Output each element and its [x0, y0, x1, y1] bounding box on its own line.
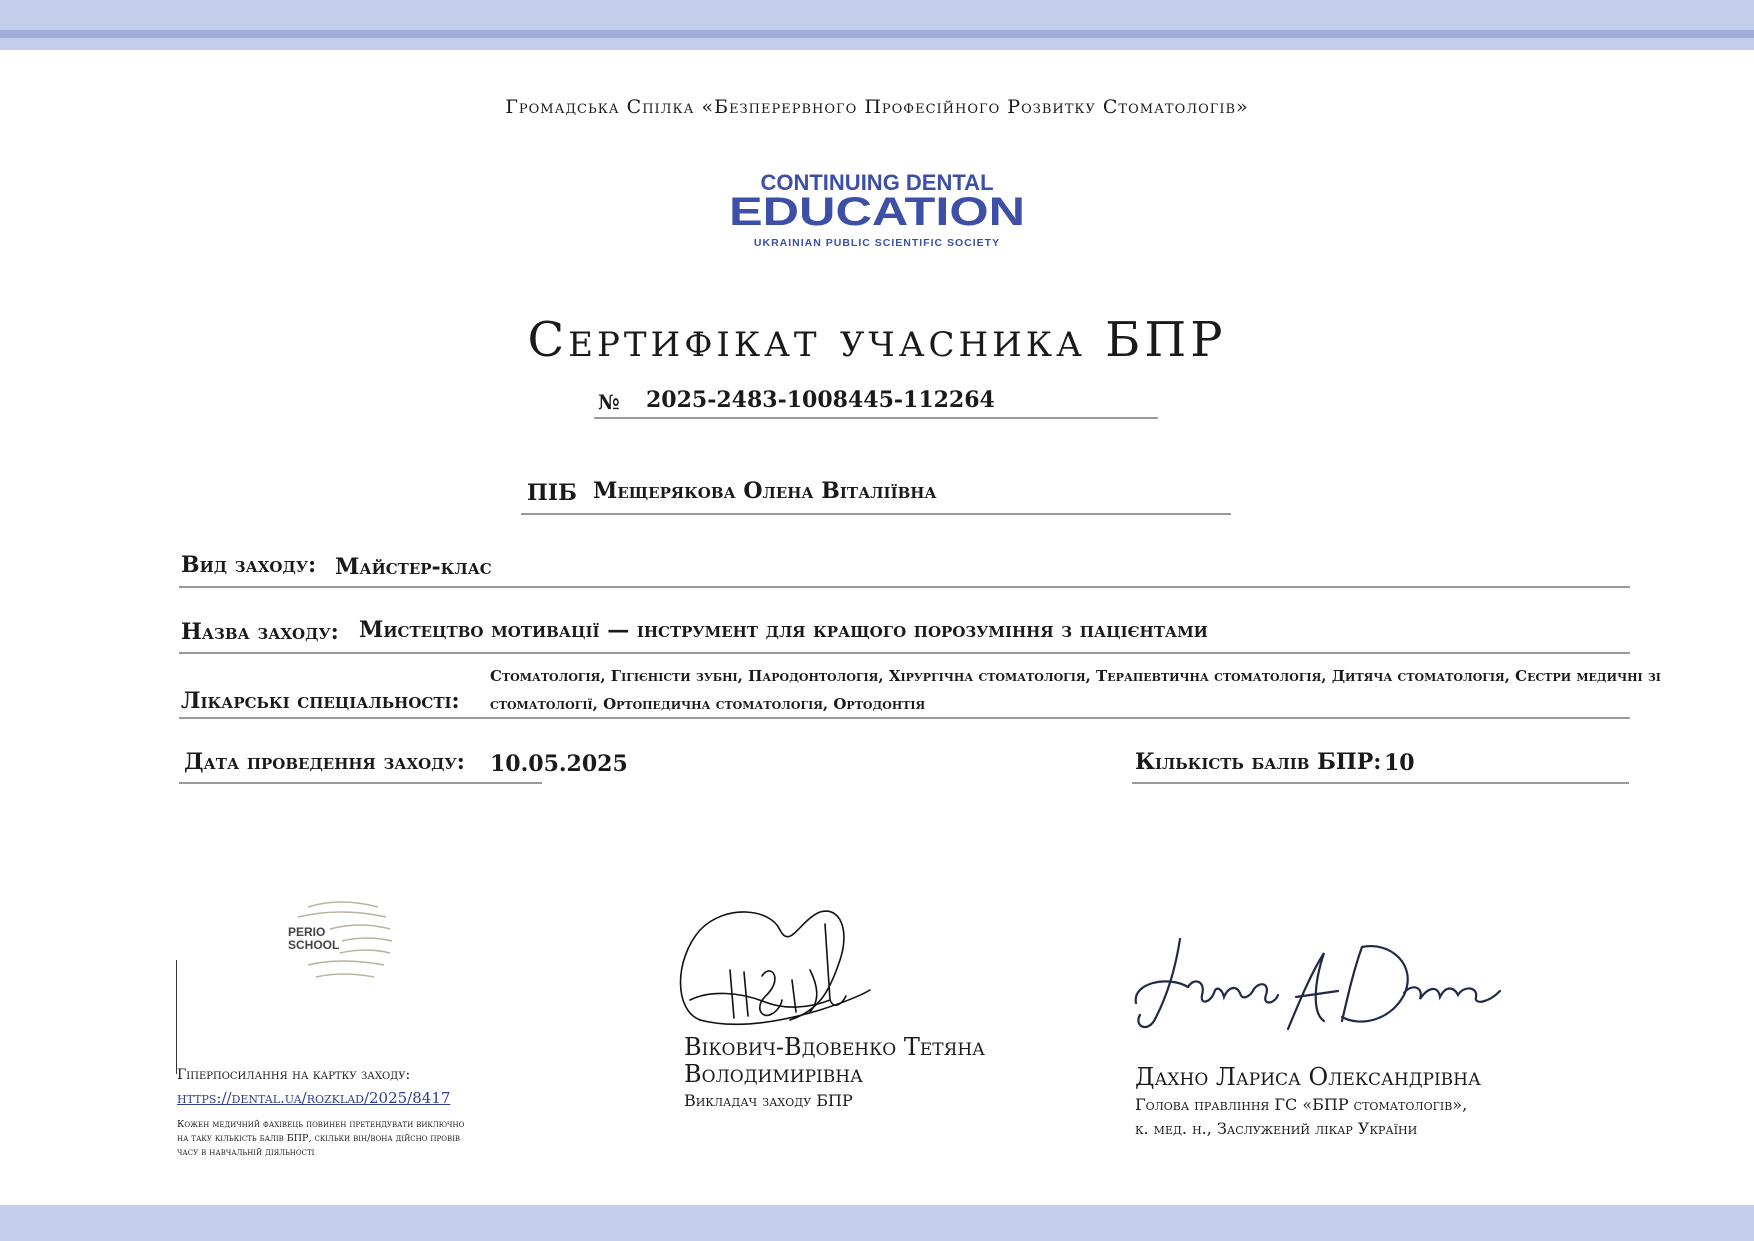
note-line2: на таку кількість балів БПР, скільки він/вона дійсно провів	[177, 1133, 461, 1144]
top-band	[0, 0, 1754, 50]
signature-2	[1128, 925, 1508, 1035]
specialties-label: Лікарські спеціальності:	[181, 688, 460, 714]
certificate-title: Сертифікат учасника БПР	[527, 312, 1227, 368]
specialties-underline	[179, 717, 1630, 719]
organization-name: Громадська Спілка «Безперервного Професійного Розвитку Стоматологів»	[505, 96, 1249, 118]
cde-logo	[727, 160, 1027, 260]
disclaimer-note	[177, 1118, 464, 1160]
note-line3: часу в навчальній діяльності	[177, 1147, 315, 1158]
specialties-line1: Стоматологія, Гігієністи зубні, Пародонтологія, Хірургічна стоматологія, Терапевтична стоматологія, Дитяча стоматологія, Сестри медичні зі	[490, 667, 1661, 685]
points-underline	[1132, 782, 1629, 784]
name-label: ПІБ	[527, 480, 577, 506]
perio-logo-line1: PERIO	[288, 925, 326, 939]
perio-logo-line2: SCHOOL	[288, 938, 340, 952]
name-underline	[521, 513, 1231, 515]
event-date: 10.05.2025	[490, 751, 628, 777]
logo-line3: UKRAINIAN PUBLIC SCIENTIFIC SOCIETY	[753, 237, 1001, 249]
signer1-role: Викладач заходу БПР	[684, 1091, 853, 1110]
top-band-stripe	[0, 30, 1754, 38]
number-underline	[594, 417, 1158, 419]
certificate-number: 2025-2483-1008445-112264	[646, 387, 995, 413]
logo-line2: EDUCATION	[729, 190, 1025, 234]
footer-divider	[176, 960, 177, 1074]
signature-1	[670, 900, 880, 1035]
signer2-name: Дахно Лариса Олександрівна	[1135, 1063, 1481, 1091]
signer2-role	[1135, 1093, 1467, 1141]
event-name-label: Назва заходу:	[181, 619, 339, 645]
perio-school-logo	[280, 895, 400, 995]
points-value: 10	[1384, 750, 1415, 776]
bottom-band	[0, 1205, 1754, 1241]
logo-line1: CONTINUING DENTAL	[760, 170, 994, 195]
signer1-name-line1: Вікович-Вдовенко Тетяна	[684, 1033, 986, 1061]
link-label: Гіперпосилання на картку заходу:	[177, 1067, 411, 1083]
event-type-underline	[179, 586, 1630, 588]
points-label: Кількість балів БПР:	[1135, 749, 1382, 775]
specialties-line2: стоматології, Ортопедична стоматологія, Ортодонтія	[490, 695, 926, 713]
number-label: №	[598, 390, 620, 414]
event-name-value: Мистецтво мотивації — інструмент для кращого порозуміння з пацієнтами	[359, 617, 1208, 643]
signer2-role-line2: к. мед. н., Заслужений лікар України	[1135, 1119, 1418, 1138]
note-line1: Кожен медичний фахівець повинен претендувати виключно	[177, 1119, 465, 1130]
event-name-underline	[179, 652, 1630, 654]
event-type-value: Майстер-клас	[335, 554, 492, 580]
date-underline	[179, 782, 542, 784]
signer1-name	[684, 1034, 985, 1088]
participant-name: Мещерякова Олена Віталіївна	[593, 478, 937, 504]
event-card-link[interactable]: https://dental.ua/rozklad/2025/8417	[177, 1089, 451, 1107]
event-type-label: Вид заходу:	[181, 552, 317, 578]
signer1-name-line2: Володимирівна	[684, 1060, 863, 1088]
signer2-role-line1: Голова правління ГС «БПР стоматологів»,	[1135, 1095, 1468, 1114]
date-label: Дата проведення заходу:	[184, 749, 465, 775]
